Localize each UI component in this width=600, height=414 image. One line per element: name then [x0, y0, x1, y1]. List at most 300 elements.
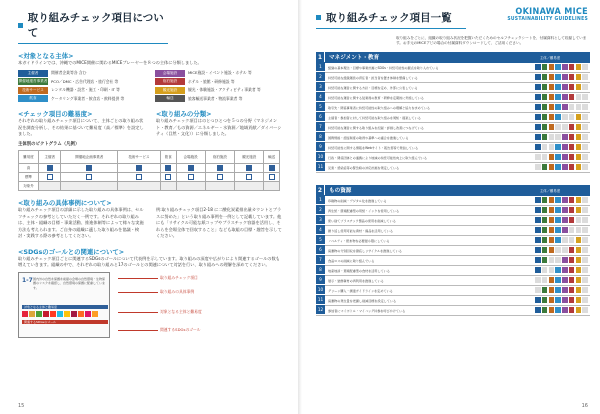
subject-icon — [535, 124, 541, 130]
class-heading: <取り組みの分類> — [156, 110, 212, 118]
row-text: 持続可能な運営に関する取り組みを記録・評価し改善につなげている — [328, 125, 424, 130]
subject-icon — [535, 227, 541, 233]
subject-icons — [510, 154, 590, 160]
subject-icon — [576, 94, 582, 100]
legend-desc: MICE施設・イベント施設・ホテル 等 — [188, 70, 252, 75]
subject-icon — [535, 164, 541, 170]
row-text: 廃棄物の分別回収を徹底しリサイクルを推進している — [328, 248, 402, 253]
subject-icon — [555, 217, 561, 223]
subject-icon — [576, 124, 582, 130]
row-text: 災害・感染症等の緊急時の対応計画を策定している — [328, 165, 400, 170]
subject-icon — [569, 144, 575, 150]
sdg-goal-bar: 関連するSDGsのゴール — [22, 320, 108, 324]
subject-icon — [562, 134, 568, 140]
subject-icon — [562, 307, 568, 313]
callout-check-item: 取り組みチェック項目 — [160, 274, 198, 280]
legend-desc: ケータリング事業者・飲食店・飲料提供 等 — [51, 95, 125, 101]
pictogram-header: 観光施設 — [235, 151, 264, 164]
target-text: 本ガイドラインでは、沖縄でのMICE開催に関わるMICEプレーヤーを８つの主体に分類しました。 — [18, 60, 202, 65]
legend-tag: 開催地運営事業者 — [18, 79, 48, 83]
subject-icon — [582, 277, 588, 283]
subject-icon — [582, 154, 588, 160]
row-text: ノベルティ・配布物を必要最小限にしている — [328, 238, 390, 243]
pictogram-header: 難易度 — [19, 151, 39, 164]
subject-icon — [535, 134, 541, 140]
right-intro-text: 取り組みをごとに、組織の取り組み状況を把握いただくためのセルフチェックシートを、付属資料として収録しています。お手元のMICEアピの場合の付属資料ダウンロードして、ご活用ください。 — [396, 36, 587, 46]
pictogram-row: 高 — [19, 164, 280, 173]
subject-icon — [562, 287, 568, 293]
sdg-goal-icon — [85, 311, 91, 317]
subject-icon — [555, 154, 561, 160]
subject-icon — [576, 207, 582, 213]
subject-icon — [576, 227, 582, 233]
example-heading: <取り組みの具体事例について> — [18, 199, 112, 208]
sdg-goal-icon — [71, 311, 77, 317]
subject-icon — [569, 267, 575, 273]
row-number: 7 — [316, 255, 325, 265]
legend-item — [18, 95, 147, 102]
subject-icon — [576, 74, 582, 80]
legend-desc: 観光・体験施設・アクティビティ事業者 等 — [188, 87, 261, 92]
subject-icons — [510, 297, 590, 303]
sdg-goal-icon — [57, 311, 63, 317]
row-number: 5 — [316, 102, 325, 112]
sdg-goal-icon — [22, 311, 28, 317]
row-number: 10 — [316, 152, 325, 162]
person-icon — [217, 165, 223, 171]
row-number: 11 — [316, 162, 325, 172]
checklist-row — [316, 216, 590, 226]
subject-icon — [555, 307, 561, 313]
pictogram-header: 輸送 — [264, 151, 280, 164]
person-icon — [136, 174, 142, 180]
row-number: 3 — [316, 82, 325, 92]
row-text: 印刷物の削減・デジタル化を推進している — [328, 198, 387, 203]
subject-icon — [535, 114, 541, 120]
subject-icon — [542, 94, 548, 100]
subject-icon — [542, 124, 548, 130]
subject-icon — [576, 144, 582, 150]
subject-icon — [582, 64, 588, 70]
row-number: 8 — [316, 265, 325, 275]
subject-icon — [562, 247, 568, 253]
subject-icon — [576, 104, 582, 110]
legend-item — [155, 78, 284, 85]
subject-icon — [555, 104, 561, 110]
subject-icon — [555, 84, 561, 90]
subject-icon — [569, 197, 575, 203]
subject-icon — [555, 164, 561, 170]
checklist-row — [316, 206, 590, 216]
subject-icons — [510, 74, 590, 80]
subject-icon — [542, 227, 548, 233]
subject-icon — [576, 307, 582, 313]
subject-icon — [562, 94, 568, 100]
subject-icon — [569, 94, 575, 100]
person-icon — [86, 165, 92, 171]
subject-icon — [562, 164, 568, 170]
subject-icon — [535, 144, 541, 150]
subject-icon — [542, 217, 548, 223]
pictogram-row: 標準 — [19, 173, 280, 182]
subject-icon — [535, 277, 541, 283]
checklist-row — [316, 113, 590, 123]
subject-icon — [576, 237, 582, 243]
class-text: 取り組みチェック項目はのとつひとつを５つの分野（マネジメント・教育／もの資源／エネルギー・水資源／地域貢献／ダイバーシティ（目然・文化））に分類しました。 — [156, 118, 282, 136]
left-page — [0, 0, 298, 414]
subject-icon — [542, 114, 548, 120]
subject-icon — [562, 297, 568, 303]
subject-icon — [569, 237, 575, 243]
checklist-row — [316, 133, 590, 143]
subject-icon — [555, 227, 561, 233]
subject-icon — [562, 197, 568, 203]
right-page-title: 取り組みチェック項目一覧 — [316, 10, 466, 29]
subject-icon — [582, 104, 588, 110]
subject-icon — [535, 257, 541, 263]
subject-icon — [542, 287, 548, 293]
subject-icon — [562, 144, 568, 150]
person-icon — [188, 174, 194, 180]
subject-icon — [576, 217, 582, 223]
subject-icon — [535, 104, 541, 110]
person-icon — [47, 174, 53, 180]
subject-icons — [510, 267, 590, 273]
subject-icon — [555, 297, 561, 303]
subject-icon — [542, 134, 548, 140]
subject-legend — [18, 70, 284, 103]
sdg-subject-bar: 対象となる主体と難易度 — [22, 305, 108, 309]
legend-tag: 宿泊施設 — [155, 78, 185, 85]
checklist-row — [316, 246, 590, 256]
left-page-number: 15 — [18, 403, 25, 409]
sdg-heading: <SDGsのゴールとの関連について> — [18, 247, 125, 256]
subject-icon — [576, 267, 582, 273]
checklist-row — [316, 153, 590, 163]
subject-icon — [569, 104, 575, 110]
subject-icon — [562, 114, 568, 120]
legend-item — [18, 87, 147, 94]
legend-tag: 飲食 — [18, 95, 48, 102]
checklist-row — [316, 296, 590, 306]
subject-icons — [510, 114, 590, 120]
legend-tag: 技術サービス — [18, 87, 48, 94]
checklist-row — [316, 266, 590, 276]
subject-icon — [582, 124, 588, 130]
subject-icon — [569, 124, 575, 130]
legend-desc: ホテル・旅館・研修施設 等 — [188, 78, 235, 84]
subject-icon — [555, 114, 561, 120]
subject-icon — [582, 227, 588, 233]
subject-icon — [569, 297, 575, 303]
subject-icons — [510, 84, 590, 90]
legend-desc: 開催者企業等各 含む — [51, 70, 87, 75]
subject-icon — [549, 217, 555, 223]
checklist-row — [316, 73, 590, 83]
subject-icon — [535, 94, 541, 100]
sdg-goal-icon — [50, 311, 56, 317]
subject-icon — [562, 154, 568, 160]
subject-icon — [569, 247, 575, 253]
row-text: 国際規格・認証制度の取得や基準への適合を推進している — [328, 135, 409, 140]
subject-icon — [549, 124, 555, 130]
row-number: 12 — [316, 305, 325, 315]
subject-icon — [582, 287, 588, 293]
legend-item — [155, 87, 284, 94]
pictogram-header: 飲食 — [160, 151, 176, 164]
subject-icon — [555, 237, 561, 243]
subject-icon — [562, 207, 568, 213]
subject-icon — [555, 247, 561, 253]
subject-icon — [549, 277, 555, 283]
right-page-number: 16 — [581, 403, 588, 409]
subject-icon — [582, 257, 588, 263]
subject-icon — [542, 64, 548, 70]
sdg-example — [18, 272, 284, 340]
row-number: 8 — [316, 132, 325, 142]
subject-icon — [542, 84, 548, 90]
pictogram-header: 主催者 — [39, 151, 61, 164]
subject-icon — [582, 134, 588, 140]
subject-icon — [582, 297, 588, 303]
row-number: 6 — [316, 245, 325, 255]
person-icon — [136, 165, 142, 171]
row-text: 参加者にマイボトル・マイバッグ持参を呼びかけている — [328, 308, 406, 313]
subject-icon — [576, 134, 582, 140]
subject-icon — [582, 197, 588, 203]
row-text: 再生紙・環境配慮型の用紙・インクを使用している — [328, 208, 400, 213]
subject-icons — [510, 134, 590, 140]
subject-icon — [549, 114, 555, 120]
subject-icons — [510, 287, 590, 293]
subject-icon — [555, 144, 561, 150]
subject-icon — [569, 227, 575, 233]
subject-icon — [555, 197, 561, 203]
subject-icon — [582, 267, 588, 273]
subject-icon — [576, 247, 582, 253]
subject-icon — [555, 277, 561, 283]
subject-icons — [510, 164, 590, 170]
subject-icons — [510, 217, 590, 223]
row-number: 5 — [316, 235, 325, 245]
subject-icon — [576, 164, 582, 170]
sdg-text: 取り組みチェック項目ごとに関連するSDGsのゴールについて代表例を示しています。取り組みの深度や広がりにより関連するゴールの数も増えていきます。組織の中で、それぞれの取り組みと17のゴールとの関連について対話を行い、取り組みへの理解を深めてください。 — [18, 255, 280, 268]
subject-icon — [569, 154, 575, 160]
subject-icon — [549, 154, 555, 160]
subject-icon — [549, 307, 555, 313]
row-number: 10 — [316, 285, 325, 295]
row-number: 7 — [316, 122, 325, 132]
subject-icon — [542, 257, 548, 263]
person-icon — [246, 174, 252, 180]
target-heading: <対象となる主体> — [18, 52, 74, 60]
subject-icon — [576, 297, 582, 303]
subject-icon — [576, 64, 582, 70]
example-text-1: 取り組みチェック項目の詳細に示した取り組みの具体事例は、セルフチェックの参考としていただく一例です。それぞれの取り組みは、主体・組織の目標・事業活動、推進体制等によって様々な実施方法も考えられます。ご自身の組織に適した取り組みを協議・検討・実践する際の参考としてください。 — [18, 207, 144, 239]
subject-icon — [549, 247, 555, 253]
subject-icon — [549, 104, 555, 110]
subject-icon — [542, 247, 548, 253]
subject-icon — [582, 307, 588, 313]
subject-icon — [535, 307, 541, 313]
pictogram-table — [18, 150, 280, 191]
subject-icon — [555, 207, 561, 213]
subject-icon — [535, 74, 541, 80]
subject-icon — [576, 84, 582, 90]
sdg-goal-icon — [43, 311, 49, 317]
subject-icon — [549, 287, 555, 293]
checklist-row — [316, 276, 590, 286]
subject-icon — [555, 267, 561, 273]
subject-icon — [549, 134, 555, 140]
subject-icon — [582, 247, 588, 253]
subject-icons — [510, 227, 590, 233]
checklist-row — [316, 236, 590, 246]
subject-icon — [582, 74, 588, 80]
subject-icon — [542, 297, 548, 303]
legend-item — [155, 70, 284, 77]
subject-icon — [549, 237, 555, 243]
subject-icon — [542, 307, 548, 313]
subject-icons — [510, 257, 590, 263]
subject-icon — [535, 84, 541, 90]
row-text: 廃棄物の発生量を把握し削減目標を設定している — [328, 298, 397, 303]
subject-icon — [535, 297, 541, 303]
subject-icon — [542, 237, 548, 243]
subject-icon — [542, 74, 548, 80]
subject-icon — [582, 114, 588, 120]
subject-icon — [569, 84, 575, 90]
subject-icon — [569, 287, 575, 293]
row-number: 9 — [316, 275, 325, 285]
subject-icons — [510, 64, 590, 70]
subject-icon — [535, 287, 541, 293]
subject-icon — [576, 257, 582, 263]
row-text: 組織の基本理念・目標や事業計画にSDGs・持続可能性の観点を取り入れている — [328, 65, 439, 70]
person-icon — [165, 165, 171, 171]
legend-item — [155, 95, 284, 102]
subject-icon — [569, 74, 575, 80]
pictogram-row: 対象外 — [19, 182, 280, 191]
sdg-goal-icon — [29, 311, 35, 317]
subject-icon — [569, 64, 575, 70]
subject-icon — [555, 74, 561, 80]
subject-icon — [582, 84, 588, 90]
subject-icon — [562, 277, 568, 283]
subject-icons — [510, 197, 590, 203]
row-number: 2 — [316, 72, 325, 82]
subject-icon — [569, 114, 575, 120]
subject-icon — [569, 217, 575, 223]
row-number: 1 — [316, 62, 325, 72]
sdg-example-number: 1-7 — [22, 276, 33, 284]
subject-icon — [576, 114, 582, 120]
subject-icons — [510, 237, 590, 243]
subject-icon — [549, 227, 555, 233]
subject-icon — [576, 154, 582, 160]
legend-desc: PCO／DMC・広告代理店・旅行会社 等 — [51, 78, 119, 84]
pictogram-heading: 主体別のピクトグラム（凡例） — [18, 141, 80, 147]
checklist-row — [316, 103, 590, 113]
pictogram-header: 技術サービス — [118, 151, 161, 164]
subject-icons — [510, 247, 590, 253]
subject-icons — [510, 124, 590, 130]
legend-item — [18, 78, 147, 85]
row-number: 2 — [316, 205, 325, 215]
person-icon — [47, 165, 53, 171]
subject-icons — [510, 144, 590, 150]
subject-icon — [549, 297, 555, 303]
checklist-row — [316, 256, 590, 266]
row-number: 4 — [316, 92, 325, 102]
sdg-example-box — [18, 272, 110, 338]
subject-icon — [582, 217, 588, 223]
subject-icon — [582, 207, 588, 213]
row-text: 使い捨てプラスチック製品の使用を削減している — [328, 218, 396, 223]
row-text: 食品ロスの削減に取り組んでいる — [328, 258, 375, 263]
subject-icon — [535, 207, 541, 213]
legend-item — [18, 70, 147, 77]
callout-example: 取り組みの具体事例 — [160, 288, 195, 294]
person-icon — [269, 174, 275, 180]
checklist-row — [316, 163, 590, 173]
subject-icon — [535, 154, 541, 160]
subject-icon — [569, 164, 575, 170]
subject-icons — [510, 104, 590, 110]
row-number: 6 — [316, 112, 325, 122]
row-text: 主催者・参加者に対して持続可能な取り組みを周知・提案している — [328, 115, 421, 120]
sdg-goal-icon — [64, 311, 70, 317]
legend-tag: 輸送 — [155, 95, 185, 102]
section-header: 1 マネジメント・教育 主体／難易度 — [316, 52, 590, 63]
row-text: 持続可能な組織運営の責任者・担当者を置き体制を整備している — [328, 75, 418, 80]
subject-icon — [569, 134, 575, 140]
subject-icon — [562, 84, 568, 90]
pictogram-header: 会場施設 — [176, 151, 205, 164]
callout-subject: 対象となる主体と難易度 — [160, 308, 202, 314]
subject-icon — [555, 94, 561, 100]
check-heading: <チェック項目の難易度> — [18, 110, 93, 118]
checklist-row — [316, 93, 590, 103]
row-text: 持続可能な運営に関する従業員の教育・研修を定期的に実施している — [328, 95, 424, 100]
person-icon — [165, 174, 171, 180]
title-square-icon — [18, 23, 23, 28]
subject-icon — [582, 164, 588, 170]
legend-desc: 旅客輸送事業者・物流事業者 等 — [188, 95, 243, 101]
subject-icon — [569, 277, 575, 283]
subject-icon — [535, 197, 541, 203]
subject-icon — [542, 207, 548, 213]
subject-icon — [555, 257, 561, 263]
subject-icon — [562, 64, 568, 70]
person-icon — [269, 165, 275, 171]
subject-icon — [549, 207, 555, 213]
legend-tag: 観光施設 — [155, 87, 185, 94]
row-number: 4 — [316, 225, 325, 235]
subject-icon — [549, 64, 555, 70]
section-header: 2 もの資源 主体／難易度 — [316, 185, 590, 196]
subject-icons — [510, 307, 590, 313]
subject-icon — [562, 237, 568, 243]
sdg-goal-icon — [78, 311, 84, 317]
sdg-goal-icon — [36, 311, 42, 317]
row-text: 展示・装飾資材の再利用を推進している — [328, 278, 384, 283]
legend-tag: 会場施設 — [155, 70, 185, 77]
subject-icon — [555, 64, 561, 70]
checklist-row — [316, 226, 590, 236]
check-text: それぞれの取り組みチェック項目について、主体ごとの取り組み状況を調査分析し、その結果に基づいて難易度（高／標準）を設定しました。 — [18, 118, 144, 136]
subject-icon — [576, 287, 582, 293]
